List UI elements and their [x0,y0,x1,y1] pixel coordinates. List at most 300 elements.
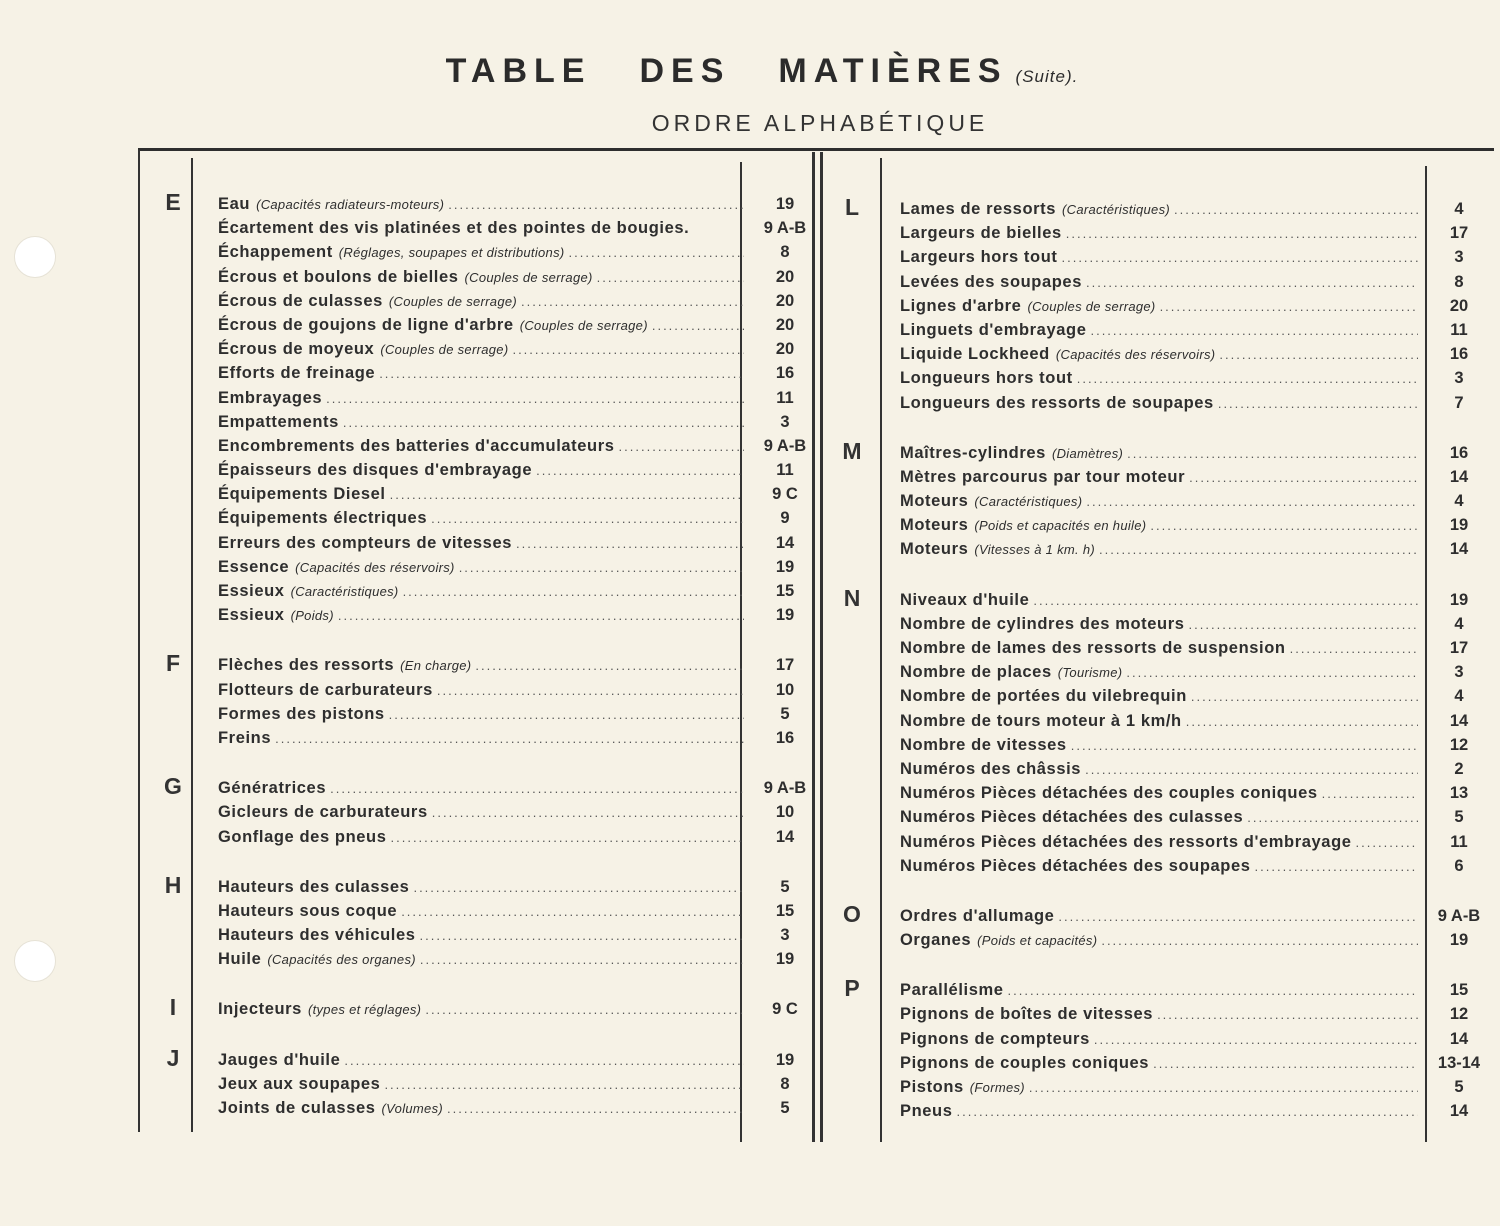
entry-page-number: 20 [1449,296,1469,315]
entry-term: Pignons de couples coniques [900,1053,1150,1072]
entry-term: Niveaux d'huile [900,590,1030,609]
dot-leader [1255,859,1418,874]
index-entry [900,1053,1481,1078]
dot-leader [1099,542,1418,557]
entry-page-number: 19 [775,950,795,969]
index-section [140,189,807,630]
entry-page-number: 15 [775,582,795,600]
entry-page-number: 16 [1449,443,1469,462]
binder-hole [14,236,56,278]
entry-page-number: 5 [780,704,790,723]
index-entry [900,832,1468,857]
page-subtitle: ORDRE ALPHABÉTIQUE [651,110,989,136]
entry-note: (Capacités des réservoirs) [1055,347,1216,363]
index-entry [900,393,1464,418]
entry-term: Levées des soupapes [900,272,1082,291]
index-section [140,994,798,1024]
entry-term: Épaisseurs des disques d'embrayage [218,461,533,480]
index-entry [900,1078,1464,1102]
index-entry [218,340,795,364]
entry-term: Empattements [218,412,339,431]
index-entry [218,1099,790,1123]
entry-page-number: 3 [1454,369,1464,388]
entry-term: Liquide Lockheed [900,345,1050,364]
title-suffix: (Suite). [1015,67,1079,86]
dot-leader [379,366,744,381]
entry-page-number: 9 C [772,485,798,504]
entry-term: Efforts de freinage [218,364,376,383]
entry-term: Écrous de culasses [218,291,383,310]
index-section [822,584,1469,881]
entry-page-number: 4 [1454,614,1464,633]
dot-leader [516,536,744,551]
index-entry [900,981,1469,1005]
entry-page-number: 17 [1449,639,1469,657]
left-index-column [140,189,812,1149]
index-entry [218,219,807,243]
index-entry [900,784,1469,808]
dot-leader [1186,714,1418,729]
dot-leader [390,487,744,502]
index-entry [900,540,1469,564]
dot-leader [521,294,744,309]
entry-term: Écrous de moyeux [218,340,375,359]
entry-page-number: 16 [1449,345,1469,364]
dot-leader [1219,347,1418,362]
entry-term: Équipements électriques [218,509,428,528]
entry-page-number: 8 [780,1074,790,1093]
index-entry [218,315,795,340]
entry-page-number: 10 [775,803,795,822]
dot-leader [448,197,744,212]
entry-page-number: 3 [780,926,790,945]
dot-leader [1126,665,1418,680]
entry-page-number: 9 A-B [763,219,807,238]
entry-note: (types et réglages) [307,1002,422,1018]
index-entry [218,461,794,485]
entry-page-number: 16 [775,728,795,747]
entry-term: Largeurs hors tout [900,248,1058,267]
index-entry [218,680,795,705]
index-entry [218,195,795,219]
index-section [822,975,1481,1126]
entry-note: (Vitesses à 1 km. h) [974,542,1096,558]
entry-term: Nombre de lames des ressorts de suspension [900,639,1286,657]
entry-page-number: 8 [780,243,790,262]
index-entry [218,364,795,388]
index-entry [218,243,790,267]
index-entry [900,296,1469,321]
index-entry [900,735,1469,760]
entry-page-number: 12 [1449,735,1469,754]
section-letter: L [844,194,860,220]
entry-page-number: 14 [775,827,795,846]
entry-note: (Poids et capacités en huile) [974,518,1147,534]
dot-leader [1189,470,1418,485]
index-entry [218,582,795,606]
entry-page-number: 14 [1449,540,1469,559]
entry-page-number: 19 [775,557,795,576]
entry-term: Numéros des châssis [900,759,1082,778]
index-entry [900,906,1481,931]
index-entry [218,1074,790,1099]
entry-term: Écartement des vis platinées et des pointes de bougies. [218,219,690,238]
entry-note: (Couples de serrage) [1027,298,1156,314]
entry-page-number: 14 [775,533,795,552]
entry-term: Numéros Pièces détachées des couples coniques [900,784,1318,803]
entry-note: (Formes) [969,1080,1025,1095]
entry-page-number: 19 [775,195,795,213]
entry-page-number: 19 [1449,931,1469,950]
dot-leader [1090,323,1418,338]
entry-page-number: 2 [1454,759,1464,778]
dot-leader [420,952,744,967]
index-entry [900,711,1469,736]
entry-note: (Couples de serrage) [464,269,593,285]
title-word: DES [639,52,731,90]
entry-term: Jauges d'huile [218,1050,341,1069]
entry-term: Écrous et boulons de bielles [218,267,459,286]
entry-term: Échappement [218,243,333,262]
dot-leader [401,904,744,919]
entry-term: Eau [218,195,251,213]
entry-note: (Couples de serrage) [519,317,648,333]
entry-term: Parallélisme [900,981,1004,1000]
index-entry [900,856,1464,881]
dot-leader [420,928,744,943]
index-entry [218,950,795,974]
entry-note: (Réglages, soupapes et distributions) [338,245,565,261]
index-entry [218,779,807,803]
entry-note: (Caractéristiques) [1062,202,1171,217]
entry-term: Organes [900,931,972,950]
dot-leader [437,683,744,698]
dot-leader [330,781,744,796]
dot-leader [1160,299,1418,314]
dot-leader [1153,1056,1418,1071]
entry-term: Moteurs [900,540,969,559]
dot-leader [1086,494,1418,509]
entry-page-number: 20 [775,291,795,310]
entry-term: Embrayages [218,388,323,407]
index-entry [218,412,790,437]
entry-term: Linguets d'embrayage [900,320,1087,339]
entry-term: Formes des pistons [218,704,385,723]
entry-page-number: 5 [780,1099,790,1117]
section-letter: I [169,994,177,1021]
dot-leader [343,415,744,430]
entry-page-number: 5 [1454,808,1464,827]
index-entry [900,1102,1469,1126]
index-entry [900,200,1464,224]
dot-leader [536,463,744,478]
index-entry [218,728,795,753]
entry-page-number: 20 [775,267,795,286]
dot-leader [338,608,744,623]
entry-page-number: 16 [775,364,795,383]
entry-term: Nombre de tours moteur à 1 km/h [900,711,1182,730]
entry-page-number: 9 A-B [763,779,807,798]
dot-leader [597,270,744,285]
index-entry [900,272,1464,297]
index-entry [900,467,1469,492]
entry-term: Gicleurs de carburateurs [218,803,428,822]
entry-term: Freins [218,728,272,747]
dot-leader [425,1002,744,1017]
index-section [140,773,807,852]
index-entry [218,827,795,852]
index-entry [218,1050,795,1075]
entry-term: Injecteurs [218,1000,302,1019]
entry-term: Pignons de boîtes de vitesses [900,1005,1154,1024]
dot-leader [1150,518,1418,533]
entry-note: (Couples de serrage) [380,342,509,358]
index-entry [900,369,1464,393]
entry-term: Moteurs [900,516,969,535]
entry-page-number: 19 [1449,590,1469,609]
index-entry [218,388,794,413]
entry-page-number: 4 [1454,200,1464,218]
section-letter: F [165,650,181,677]
index-section [822,437,1469,565]
entry-term: Nombre de cylindres des moteurs [900,614,1185,633]
entry-term: Gonflage des pneus [218,827,387,846]
index-entry [900,345,1469,369]
entry-term: Longueurs hors tout [900,369,1073,388]
entry-page-number: 9 A-B [763,436,807,455]
entry-page-number: 19 [775,1050,795,1069]
entry-page-number: 15 [1449,981,1469,1000]
dot-leader [459,560,744,575]
index-entry [218,656,795,680]
dot-leader [275,731,744,746]
section-letter: E [165,189,181,215]
entry-term: Maîtres-cylindres [900,443,1046,462]
index-entry [218,704,790,729]
index-entry [900,516,1469,540]
entry-page-number: 6 [1454,856,1464,875]
binder-hole [14,940,56,982]
index-section [822,194,1469,418]
entry-page-number: 20 [775,315,795,334]
entry-page-number: 17 [1449,224,1469,243]
index-entry [218,877,790,902]
dot-leader [512,342,744,357]
entry-page-number: 10 [775,680,795,699]
index-entry [900,759,1464,784]
dot-leader [432,805,744,820]
dot-leader [1189,617,1418,632]
dot-leader [344,1053,744,1068]
entry-page-number: 11 [1450,832,1468,851]
dot-leader [389,707,744,722]
dot-leader [413,880,744,895]
entry-term: Mètres parcourus par tour moteur [900,467,1186,486]
entry-term: Numéros Pièces détachées des ressorts d'embrayage [900,832,1352,851]
index-entry [900,248,1464,272]
entry-page-number: 8 [1454,272,1464,291]
entry-page-number: 12 [1449,1005,1469,1024]
entry-page-number: 20 [775,340,795,359]
index-section [822,900,1481,955]
entry-term: Génératrices [218,779,327,798]
entry-term: Ordres d'allumage [900,906,1055,925]
entry-page-number: 7 [1454,393,1464,412]
dot-leader [619,439,744,454]
section-letter: M [842,437,862,464]
entry-term: Flotteurs de carburateurs [218,680,433,699]
entry-term: Pignons de compteurs [900,1029,1090,1048]
index-entry [900,639,1469,663]
dot-leader [1008,983,1418,998]
entry-page-number: 4 [1454,687,1464,706]
dot-leader [1174,202,1418,217]
entry-page-number: 14 [1449,467,1469,486]
title-word: MATIÈRES [778,52,1008,90]
index-section [140,871,795,975]
index-entry [218,926,790,950]
index-section [140,1044,795,1124]
dot-leader [1085,762,1418,777]
entry-note: (Volumes) [381,1101,444,1116]
dot-leader [475,658,744,673]
title-word: TABLE [445,52,592,90]
index-entry [218,1000,798,1024]
dot-leader [1290,641,1418,656]
dot-leader [1086,275,1418,290]
index-entry [900,443,1469,468]
index-entry [900,808,1464,832]
dot-leader [569,245,744,260]
entry-page-number: 11 [776,388,794,407]
section-letter: G [164,773,182,800]
entry-page-number: 3 [780,412,790,431]
entry-term: Hauteurs des culasses [218,877,410,896]
dot-leader [1066,226,1418,241]
index-entry [900,224,1469,248]
entry-note: (Capacités des organes) [267,952,416,968]
dot-leader [403,584,744,599]
entry-term: Essence [218,557,290,576]
entry-term: Nombre de portées du vilebrequin [900,687,1187,706]
entry-term: Essieux [218,606,285,625]
entry-page-number: 11 [1450,320,1468,339]
dot-leader [1127,446,1418,461]
entry-term: Lignes d'arbre [900,296,1022,315]
entry-term: Nombre de places [900,663,1052,682]
section-letter: J [166,1044,180,1071]
entry-term: Pneus [900,1102,953,1121]
index-entry [218,485,798,509]
dot-leader [1094,1032,1418,1047]
entry-note: (Caractéristiques) [974,494,1083,510]
entry-term: Flèches des ressorts [218,656,395,675]
entry-term: Lames de ressorts [900,200,1057,218]
entry-term: Erreurs des compteurs de vitesses [218,533,513,552]
entry-note: (Tourisme) [1057,665,1123,681]
entry-note: (Poids et capacités) [977,933,1098,949]
index-entry [218,436,807,461]
entry-term: Numéros Pièces détachées des soupapes [900,856,1251,875]
index-entry [900,492,1464,516]
dot-leader [1356,835,1418,850]
entry-note: (Caractéristiques) [290,584,399,599]
top-rule [138,148,1494,151]
dot-leader [326,391,744,406]
dot-leader [1157,1007,1418,1022]
dot-leader [652,318,744,333]
entry-page-number: 19 [775,606,795,625]
dot-leader [384,1077,744,1092]
entry-note: (Capacités radiateurs-moteurs) [256,197,445,212]
index-entry [900,687,1464,711]
entry-term: Numéros Pièces détachées des culasses [900,808,1244,827]
entry-page-number: 3 [1454,663,1464,682]
entry-term: Hauteurs sous coque [218,901,398,920]
entry-term: Largeurs de bielles [900,224,1062,243]
entry-term: Pistons [900,1078,964,1096]
dot-leader [431,511,744,526]
index-entry [218,291,795,316]
entry-term: Encombrements des batteries d'accumulateurs [218,436,615,455]
index-entry [218,509,790,533]
entry-term: Équipements Diesel [218,485,386,504]
dot-leader [1061,250,1418,265]
entry-page-number: 17 [775,656,795,675]
entry-page-number: 13-14 [1437,1053,1481,1072]
right-index-column [822,194,1494,1152]
entry-page-number: 5 [780,877,790,896]
entry-term: Écrous de goujons de ligne d'arbre [218,315,514,334]
dot-leader [1101,933,1418,948]
entry-note: (En charge) [400,658,472,674]
index-entry [218,901,795,926]
dot-leader [1077,371,1418,386]
entry-page-number: 15 [775,901,795,920]
index-entry [900,663,1464,687]
dot-leader [1218,396,1418,411]
entry-term: Moteurs [900,492,969,511]
entry-term: Longueurs des ressorts de soupapes [900,393,1214,412]
index-entry [900,1005,1469,1029]
entry-page-number: 9 [780,509,790,528]
section-letter: H [164,871,182,898]
index-entry [218,606,795,630]
dot-leader [447,1101,744,1116]
entry-term: Hauteurs des véhicules [218,926,416,945]
entry-term: Nombre de vitesses [900,735,1067,754]
entry-term: Huile [218,950,262,969]
entry-note: (Capacités des réservoirs) [295,559,455,575]
dot-leader [1247,810,1418,825]
page-title [0,52,1500,91]
entry-page-number: 14 [1449,1029,1469,1048]
entry-page-number: 11 [776,461,794,480]
index-entry [900,1029,1469,1054]
dot-leader [957,1104,1418,1119]
entry-note: (Poids) [290,608,334,624]
entry-note: (Diamètres) [1051,445,1124,461]
entry-page-number: 14 [1449,711,1469,730]
entry-term: Joints de culasses [218,1099,376,1117]
index-section [140,650,795,753]
index-entry [218,557,795,582]
entry-page-number: 19 [1449,516,1469,535]
section-letter: P [844,975,860,1002]
index-entry [900,590,1469,615]
entry-page-number: 14 [1449,1102,1469,1121]
entry-note: (Couples de serrage) [388,293,518,309]
